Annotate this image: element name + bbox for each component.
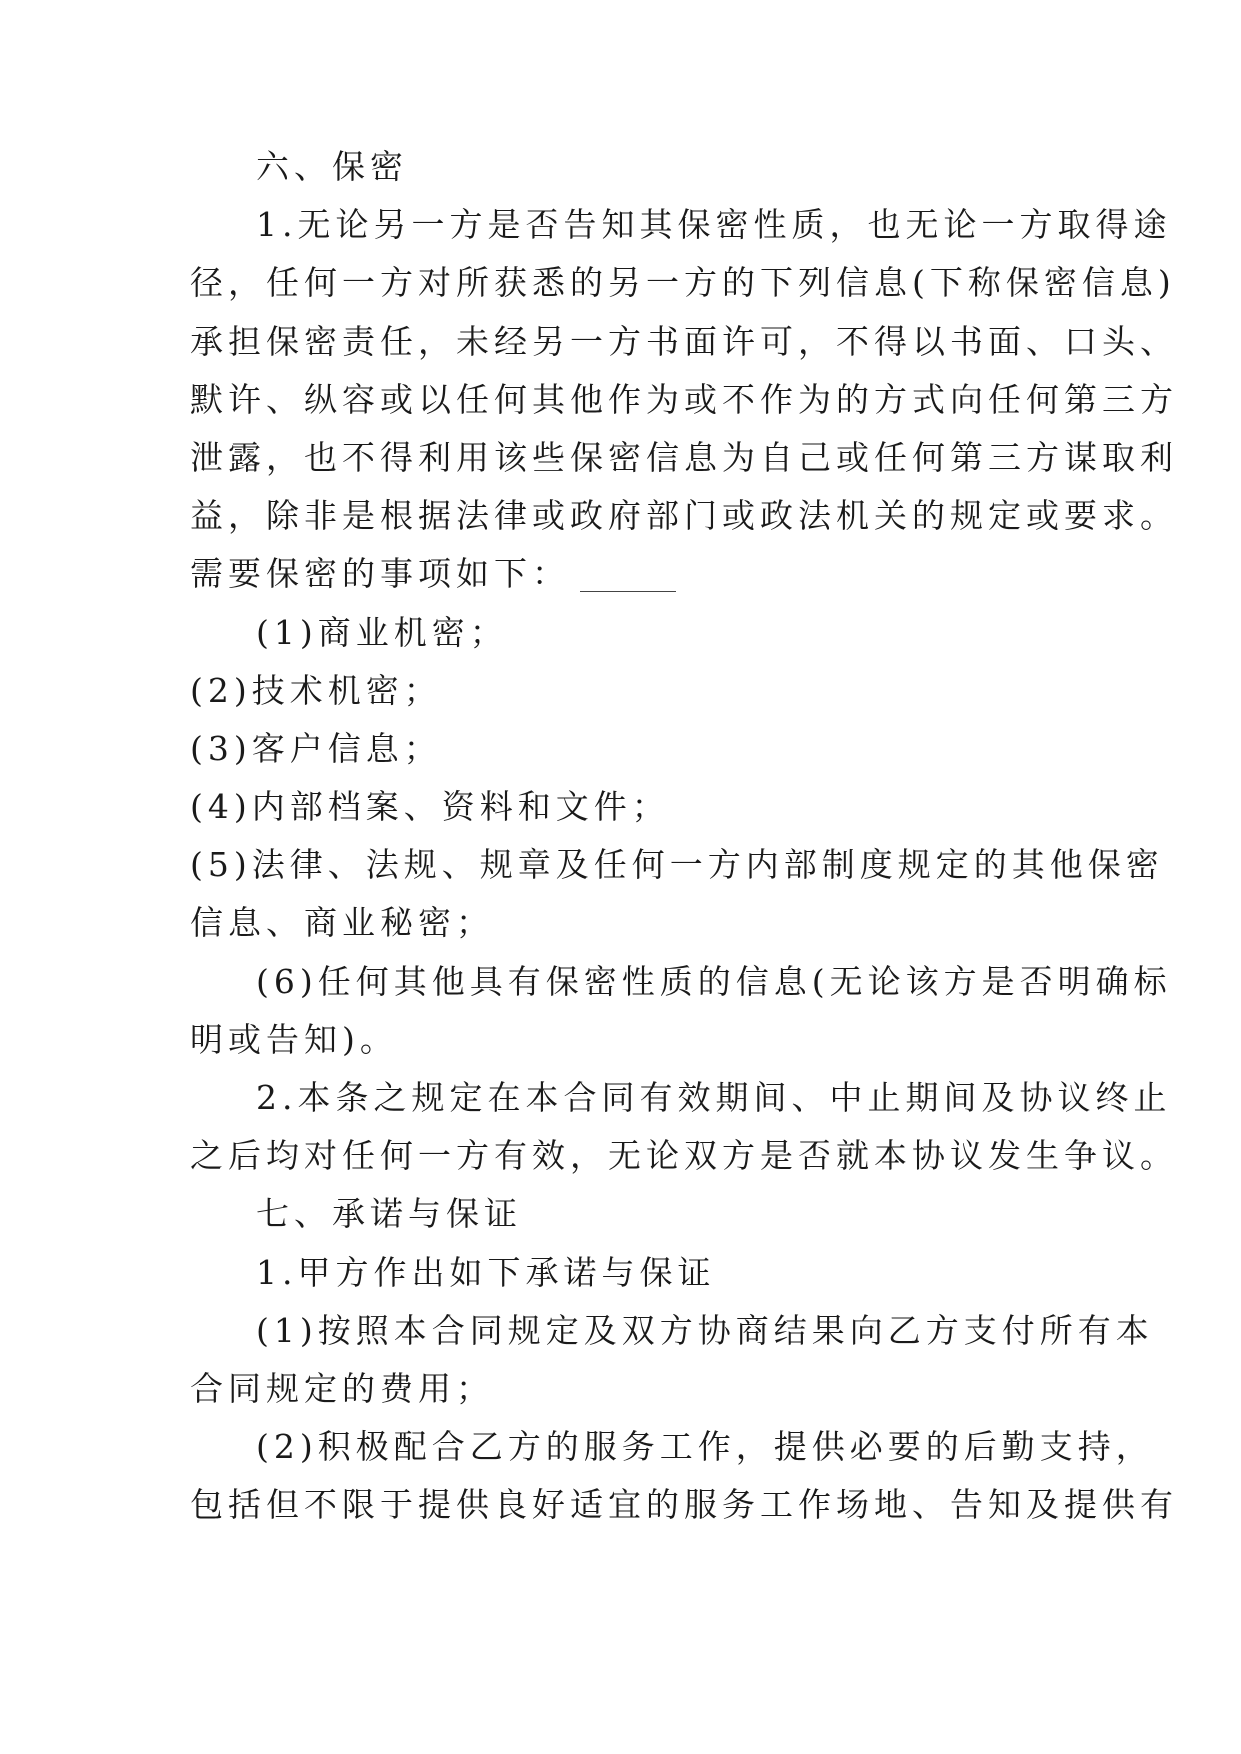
list-item: (6)任何其他具有保密性质的信息(无论该方是否明确标 — [256, 961, 1172, 1001]
fill-in-blank — [580, 561, 676, 592]
paragraph-text: 需要保密的事项如下： — [190, 554, 570, 594]
paragraph-line: 默许、纵容或以任何其他作为或不作为的方式向任何第三方 — [190, 379, 1178, 419]
paragraph-line: 2.本条之规定在本合同有效期间、中止期间及协议终止 — [256, 1078, 1172, 1117]
list-item: (4)内部档案、资料和文件； — [190, 787, 670, 827]
list-item-continuation: 合同规定的费用； — [190, 1368, 494, 1408]
list-item: (3)客户信息； — [190, 728, 442, 768]
section-heading: 七、承诺与保证 — [256, 1194, 522, 1234]
paragraph-line: 径，任何一方对所获悉的另一方的下列信息(下称保密信息) — [190, 263, 1176, 303]
section-heading: 六、保密 — [256, 147, 408, 186]
list-item: (1)商业机密； — [256, 612, 508, 652]
list-item: (2)积极配合乙方的服务工作，提供必要的后勤支持， — [256, 1427, 1154, 1467]
paragraph-line: 益，除非是根据法律或政府部门或政法机关的规定或要求。 — [190, 496, 1178, 536]
paragraph-line: 承担保密责任，未经另一方书面许可，不得以书面、口头、 — [190, 321, 1178, 361]
paragraph-line: 泄露，也不得利用该些保密信息为自己或任何第三方谋取利 — [190, 437, 1178, 477]
paragraph-line: 1.甲方作出如下承诺与保证 — [256, 1252, 716, 1292]
list-item: (2)技术机密； — [190, 670, 442, 710]
paragraph-line: 1.无论另一方是否告知其保密性质，也无论一方取得途 — [256, 205, 1172, 245]
paragraph-line: 之后均对任何一方有效，无论双方是否就本协议发生争议。 — [190, 1136, 1178, 1176]
list-item-continuation: 明或告知)。 — [190, 1019, 398, 1059]
document-page — [190, 138, 1178, 1535]
paragraph-line-with-blank — [190, 545, 1060, 603]
list-item: (5)法律、法规、规章及任何一方内部制度规定的其他保密 — [190, 845, 1164, 885]
list-item: (1)按照本合同规定及双方协商结果向乙方支付所有本 — [256, 1310, 1154, 1350]
list-item-continuation: 包括但不限于提供良好适宜的服务工作场地、告知及提供有 — [190, 1485, 1178, 1525]
list-item-continuation: 信息、商业秘密； — [190, 903, 494, 943]
